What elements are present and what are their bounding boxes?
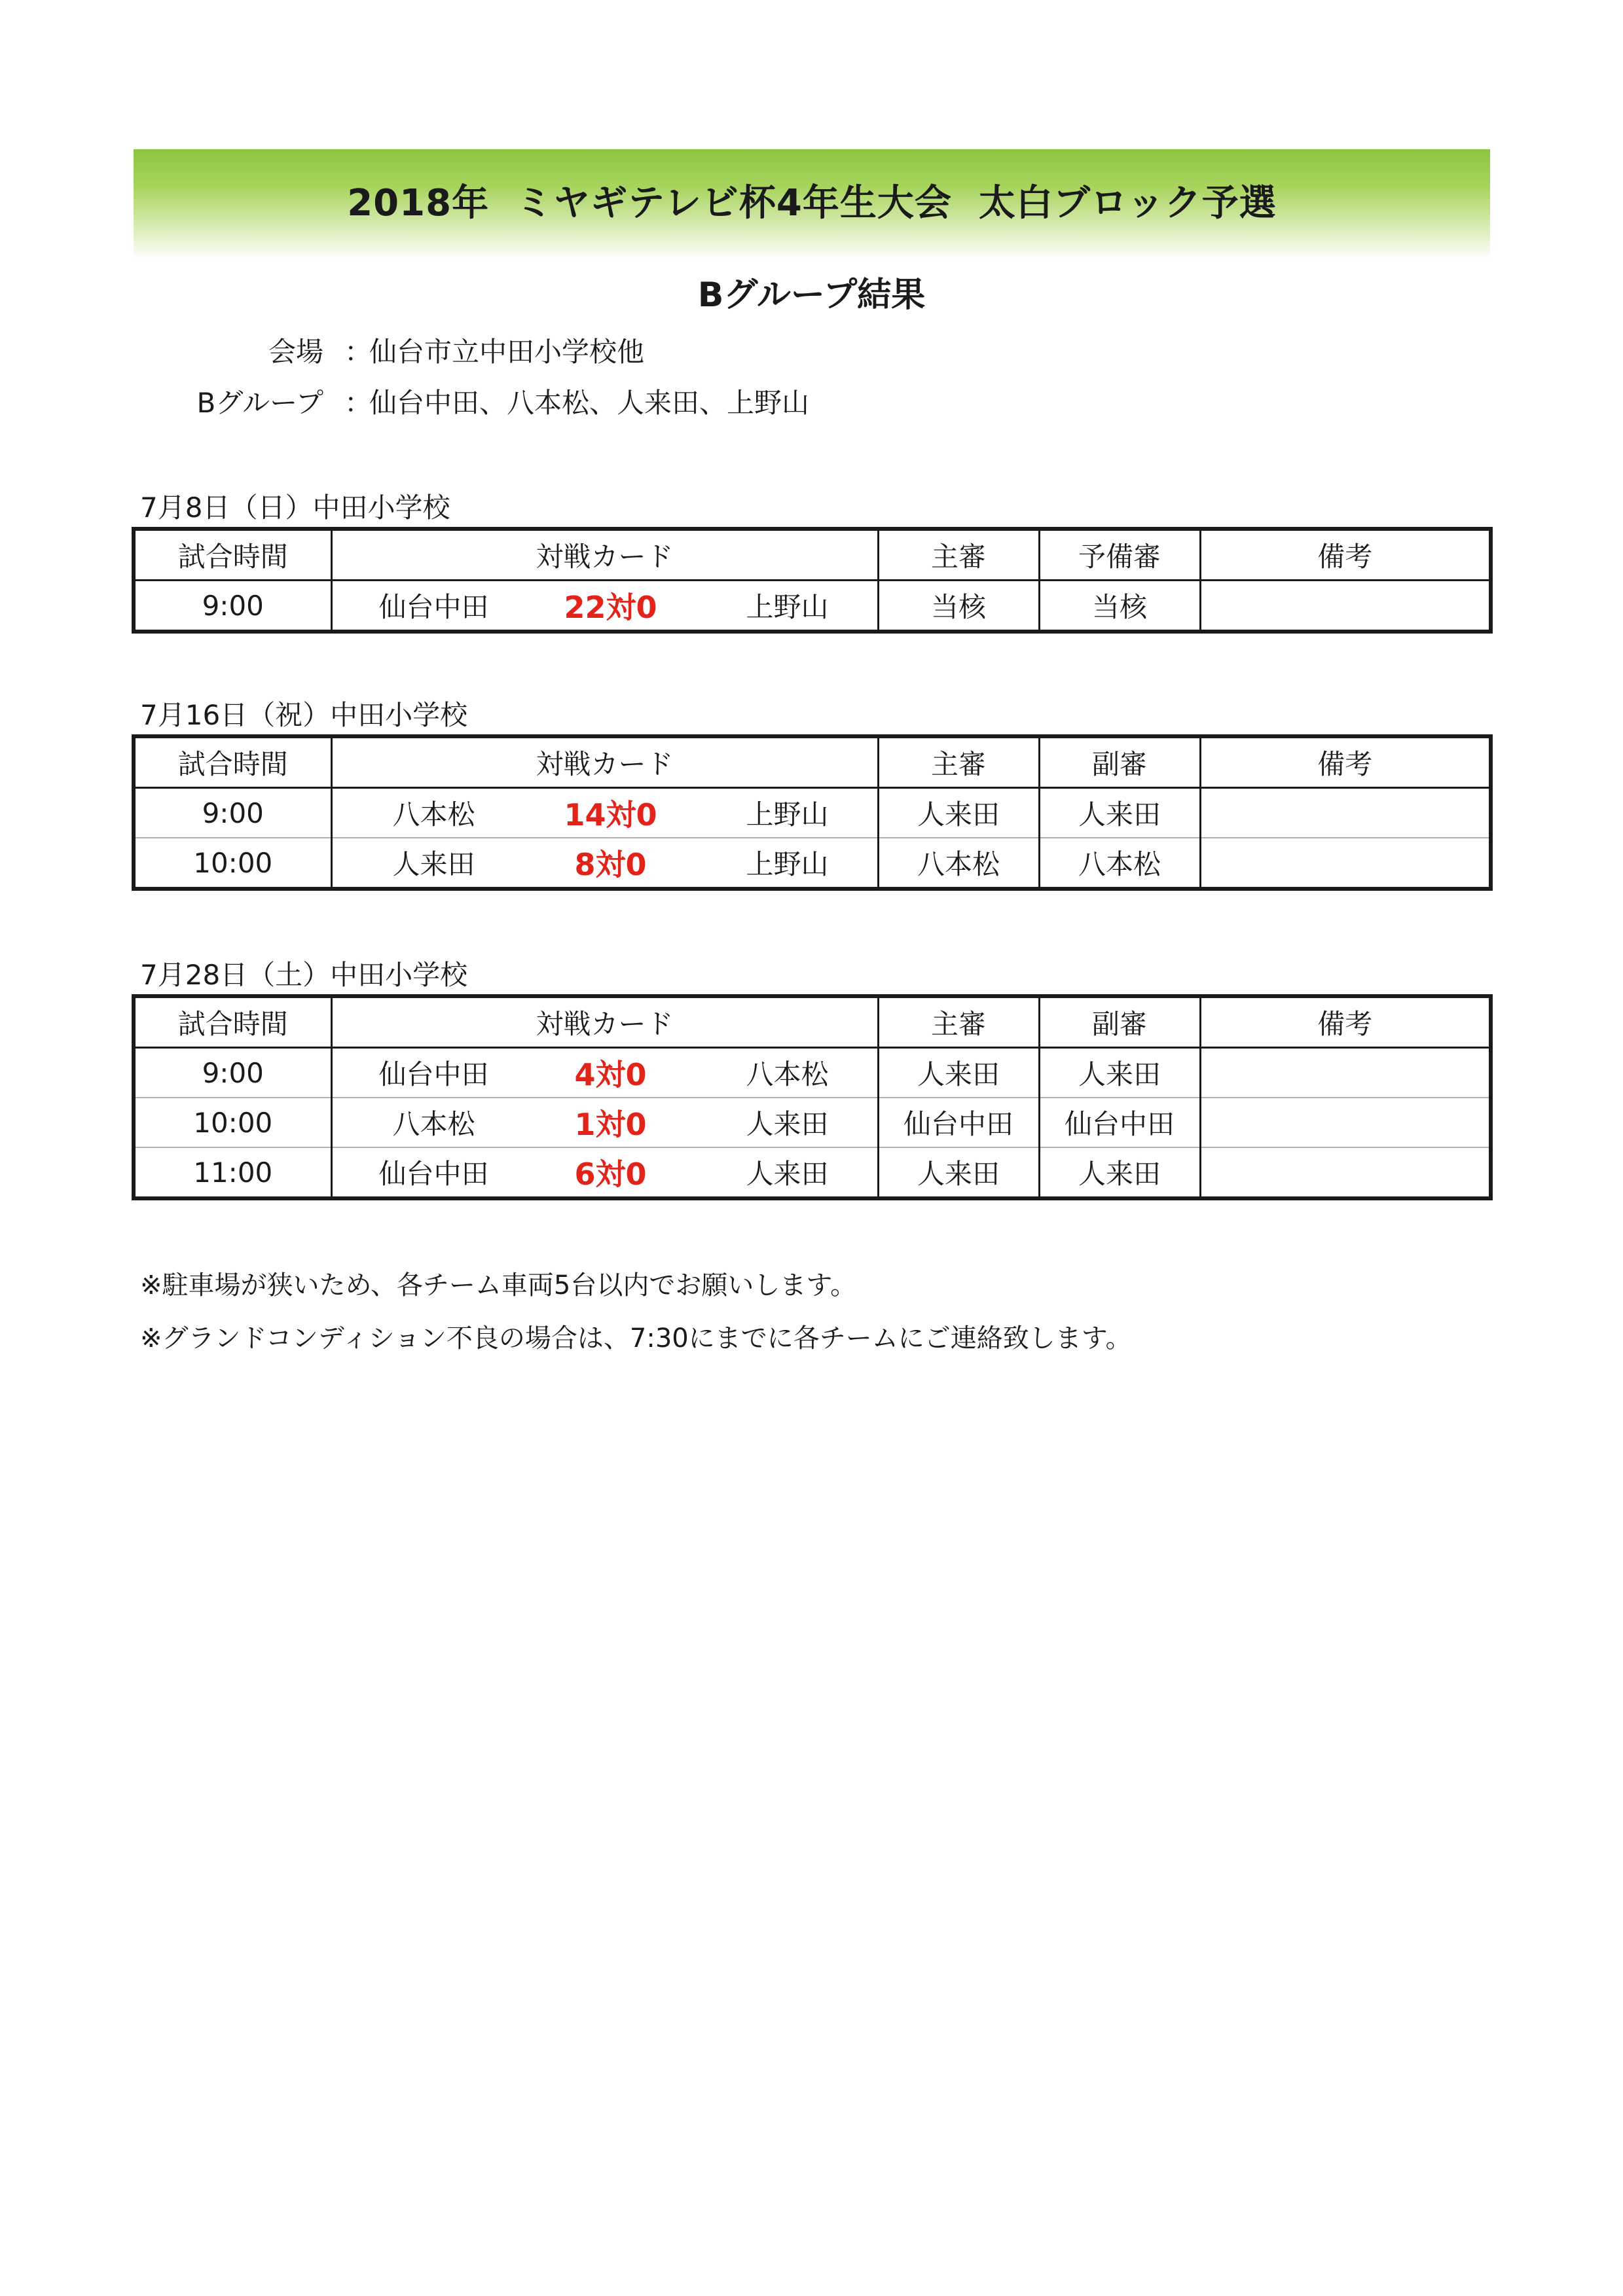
table-row xyxy=(134,788,1491,838)
match-note xyxy=(1200,838,1491,889)
match-score: 1対0 xyxy=(574,1107,647,1142)
team-a: 仙台中田 xyxy=(378,591,489,623)
team-a: 仙台中田 xyxy=(378,1058,489,1090)
match-time: 9:00 xyxy=(134,1048,331,1098)
header-card: 対戦カード xyxy=(331,736,878,788)
match-sub-referee: 当核 xyxy=(1039,581,1200,632)
team-b: 上野山 xyxy=(746,848,829,880)
match-table xyxy=(132,734,1493,891)
header-sub-referee: 予備審 xyxy=(1039,529,1200,581)
table-header-row xyxy=(134,996,1491,1048)
header-referee: 主審 xyxy=(878,736,1039,788)
match-note xyxy=(1200,1048,1491,1098)
match-score: 4対0 xyxy=(574,1057,647,1092)
match-sub-referee: 八本松 xyxy=(1039,838,1200,889)
team-b: 上野山 xyxy=(746,591,829,623)
match-note xyxy=(1200,1098,1491,1147)
group-colon: ： xyxy=(344,387,373,419)
match-note xyxy=(1200,788,1491,838)
team-a: 人来田 xyxy=(392,848,475,880)
header-referee: 主審 xyxy=(878,529,1039,581)
match-sub-referee: 人来田 xyxy=(1039,1147,1200,1198)
header-time: 試合時間 xyxy=(134,529,331,581)
match-note xyxy=(1200,581,1491,632)
venue-label: 会場 xyxy=(268,336,323,368)
table-row xyxy=(134,1098,1491,1147)
match-score: 6対0 xyxy=(574,1157,647,1192)
day-title: 7月8日（日）中田小学校 xyxy=(140,492,450,524)
header-card: 対戦カード xyxy=(331,996,878,1048)
match-card xyxy=(331,1147,878,1198)
match-referee: 人来田 xyxy=(878,1147,1039,1198)
match-time: 10:00 xyxy=(134,1098,331,1147)
match-time: 9:00 xyxy=(134,581,331,632)
team-b: 人来田 xyxy=(746,1158,829,1190)
team-b: 八本松 xyxy=(746,1058,829,1090)
team-a: 八本松 xyxy=(392,798,475,831)
header-referee: 主審 xyxy=(878,996,1039,1048)
group-label: Bグループ xyxy=(196,387,323,419)
venue-value: 仙台市立中田小学校他 xyxy=(369,336,645,368)
match-card xyxy=(331,581,878,632)
group-row xyxy=(0,382,1623,418)
header-note: 備考 xyxy=(1200,529,1491,581)
team-a: 仙台中田 xyxy=(378,1158,489,1190)
note-ground-condition: ※グランドコンディション不良の場合は、7:30にまでに各チームにご連絡致します。 xyxy=(140,1323,1132,1354)
table-row xyxy=(134,581,1491,632)
note-parking: ※駐車場が狭いため、各チーム車両5台以内でお願いします。 xyxy=(140,1270,857,1300)
venue-row xyxy=(0,331,1623,367)
header-sub-referee: 副審 xyxy=(1039,996,1200,1048)
header-banner xyxy=(134,149,1490,259)
header-note: 備考 xyxy=(1200,736,1491,788)
match-card xyxy=(331,1098,878,1147)
match-score: 8対0 xyxy=(574,847,647,882)
table-row xyxy=(134,1048,1491,1098)
match-time: 11:00 xyxy=(134,1147,331,1198)
match-card xyxy=(331,788,878,838)
team-b: 人来田 xyxy=(746,1108,829,1140)
table-header-row xyxy=(134,736,1491,788)
match-referee: 人来田 xyxy=(878,1048,1039,1098)
header-time: 試合時間 xyxy=(134,736,331,788)
team-a: 八本松 xyxy=(392,1108,475,1140)
match-table xyxy=(132,994,1493,1200)
venue-colon: ： xyxy=(344,336,373,368)
match-time: 10:00 xyxy=(134,838,331,889)
match-sub-referee: 人来田 xyxy=(1039,788,1200,838)
match-sub-referee: 人来田 xyxy=(1039,1048,1200,1098)
match-score: 14対0 xyxy=(564,797,657,833)
table-row xyxy=(134,1147,1491,1198)
match-referee: 当核 xyxy=(878,581,1039,632)
header-note: 備考 xyxy=(1200,996,1491,1048)
header-time: 試合時間 xyxy=(134,996,331,1048)
match-table xyxy=(132,527,1493,634)
day-title: 7月16日（祝）中田小学校 xyxy=(140,699,468,731)
table-header-row xyxy=(134,529,1491,581)
table-row xyxy=(134,838,1491,889)
day-title: 7月28日（土）中田小学校 xyxy=(140,959,468,991)
match-card xyxy=(331,838,878,889)
page-title: 2018年 ミヤギテレビ杯4年生大会 太白ブロック予選 xyxy=(347,182,1277,224)
header-sub-referee: 副審 xyxy=(1039,736,1200,788)
header-card: 対戦カード xyxy=(331,529,878,581)
match-referee: 人来田 xyxy=(878,788,1039,838)
match-sub-referee: 仙台中田 xyxy=(1039,1098,1200,1147)
match-time: 9:00 xyxy=(134,788,331,838)
match-card xyxy=(331,1048,878,1098)
match-score: 22対0 xyxy=(564,590,657,625)
page-subtitle: Bグループ結果 xyxy=(697,276,926,315)
match-referee: 八本松 xyxy=(878,838,1039,889)
team-b: 上野山 xyxy=(746,798,829,831)
match-referee: 仙台中田 xyxy=(878,1098,1039,1147)
match-note xyxy=(1200,1147,1491,1198)
group-value: 仙台中田、八本松、人来田、上野山 xyxy=(369,387,810,419)
